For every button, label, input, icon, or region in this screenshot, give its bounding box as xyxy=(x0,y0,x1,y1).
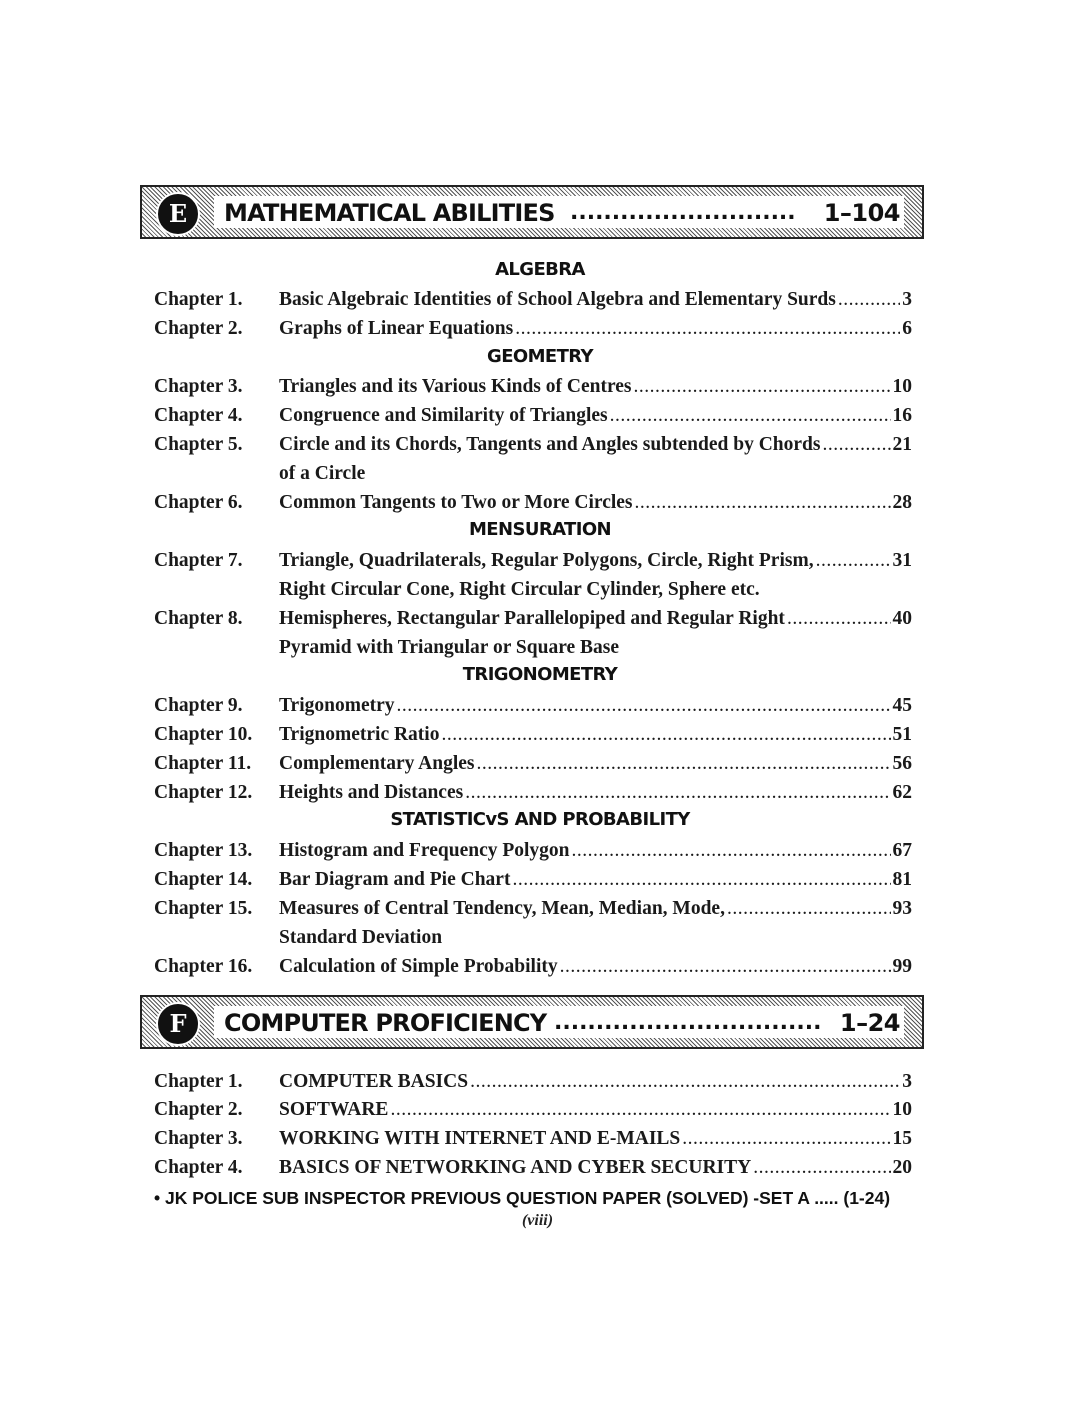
section-heading-statistics: STATISTICvS AND PROBABILITY xyxy=(390,809,690,830)
toc-entry xyxy=(0,865,1075,894)
dot-leader xyxy=(572,836,891,865)
chapter-title: SOFTWARE xyxy=(279,1099,389,1120)
chapter-number: Chapter 10. xyxy=(154,724,253,745)
dot-leader xyxy=(465,778,890,807)
chapter-number: Chapter 3. xyxy=(154,1128,243,1149)
chapter-title: Measures of Central Tendency, Mean, Median, Mode, xyxy=(279,898,725,919)
toc-entry-continuation xyxy=(0,459,1075,488)
chapter-title: COMPUTER BASICS xyxy=(279,1071,469,1092)
dot-leader xyxy=(610,401,891,430)
chapter-title: Complementary Angles xyxy=(279,753,475,774)
dot-leader xyxy=(515,314,900,343)
page-number: 51 xyxy=(892,724,912,745)
chapter-title: Trignometric Ratio xyxy=(279,724,440,745)
section-heading-algebra: ALGEBRA xyxy=(495,259,585,280)
chapter-title: WORKING WITH INTERNET AND E-MAILS xyxy=(279,1128,681,1149)
part-f-badge: F xyxy=(156,1002,200,1046)
toc-entry xyxy=(0,720,1075,749)
dot-leader xyxy=(470,1067,900,1096)
chapter-line xyxy=(279,372,912,401)
chapter-line xyxy=(279,691,912,720)
chapter-title-continued: Pyramid with Triangular or Square Base xyxy=(279,637,620,658)
toc-entry xyxy=(0,1153,1075,1182)
part-e-badge: E xyxy=(156,192,200,236)
chapter-line xyxy=(279,1067,912,1096)
chapter-number: Chapter 1. xyxy=(154,1071,243,1092)
toc-entry xyxy=(0,285,1075,314)
toc-entry xyxy=(0,401,1075,430)
chapter-title: Congruence and Similarity of Triangles xyxy=(279,405,608,426)
chapter-title: Trigonometry xyxy=(279,695,395,716)
toc-entry-continuation xyxy=(0,923,1075,952)
chapter-title: Calculation of Simple Probability xyxy=(279,956,558,977)
toc-entry xyxy=(0,488,1075,517)
chapter-number: Chapter 7. xyxy=(154,550,243,571)
chapter-line xyxy=(279,778,912,807)
page-number: 40 xyxy=(892,608,912,629)
page-number: 28 xyxy=(892,492,912,513)
toc-entry xyxy=(0,1124,1075,1153)
chapter-number: Chapter 6. xyxy=(154,492,243,513)
chapter-number: Chapter 9. xyxy=(154,695,243,716)
part-f-range: 1–24 xyxy=(839,1009,900,1037)
toc-entry xyxy=(0,430,1075,459)
chapter-line xyxy=(279,749,912,778)
section-heading-geometry: GEOMETRY xyxy=(487,346,593,367)
chapter-line xyxy=(279,401,912,430)
toc-entry xyxy=(0,836,1075,865)
chapter-number: Chapter 16. xyxy=(154,956,253,977)
page-number: 62 xyxy=(892,782,912,803)
part-e-banner xyxy=(140,185,924,239)
toc-entry xyxy=(0,1067,1075,1096)
chapter-title: Triangles and its Various Kinds of Centres xyxy=(279,376,632,397)
dot-leader xyxy=(753,1153,890,1182)
toc-entry xyxy=(0,1095,1075,1124)
chapter-title-continued: Standard Deviation xyxy=(279,927,443,948)
chapter-number: Chapter 14. xyxy=(154,869,253,890)
dot-leader xyxy=(838,285,900,314)
part-f-banner xyxy=(140,995,924,1049)
toc-entry xyxy=(0,314,1075,343)
chapter-title: Triangle, Quadrilaterals, Regular Polygons, Circle, Right Prism, xyxy=(279,550,814,571)
page-folio: (viii) xyxy=(521,1212,554,1229)
page-number: 67 xyxy=(892,840,912,861)
chapter-number: Chapter 4. xyxy=(154,405,243,426)
page-number: 10 xyxy=(892,1099,912,1120)
dot-leader xyxy=(682,1124,890,1153)
dot-leader xyxy=(441,720,890,749)
toc-entry xyxy=(0,952,1075,981)
toc-entry xyxy=(0,749,1075,778)
chapter-line xyxy=(279,285,912,314)
chapter-line xyxy=(279,952,912,981)
section-heading-mensuration: MENSURATION xyxy=(469,519,611,540)
dot-leader xyxy=(512,865,890,894)
chapter-number: Chapter 2. xyxy=(154,318,243,339)
chapter-title: Circle and its Chords, Tangents and Angles subtended by Chords xyxy=(279,434,821,455)
part-e-title: MATHEMATICAL ABILITIES xyxy=(224,199,555,227)
part-f-leader: ................................ xyxy=(554,1010,822,1035)
chapter-number: Chapter 15. xyxy=(154,898,253,919)
toc-entry xyxy=(0,546,1075,575)
chapter-number: Chapter 12. xyxy=(154,782,253,803)
chapter-title: Basic Algebraic Identities of School Algebra and Elementary Surds xyxy=(279,289,836,310)
dot-leader xyxy=(634,372,891,401)
page-number: 93 xyxy=(892,898,912,919)
page-number: 3 xyxy=(902,1071,912,1092)
part-e-leader: ........................... xyxy=(570,200,796,225)
toc-entry xyxy=(0,372,1075,401)
chapter-line xyxy=(279,1124,912,1153)
chapter-number: Chapter 3. xyxy=(154,376,243,397)
chapter-number: Chapter 5. xyxy=(154,434,243,455)
page-number: 56 xyxy=(892,753,912,774)
chapter-title-continued: of a Circle xyxy=(279,463,366,484)
chapter-number: Chapter 2. xyxy=(154,1099,243,1120)
toc-entry xyxy=(0,604,1075,633)
chapter-number: Chapter 4. xyxy=(154,1157,243,1178)
chapter-line xyxy=(279,894,912,923)
chapter-number: Chapter 8. xyxy=(154,608,243,629)
section-heading-trigonometry: TRIGONOMETRY xyxy=(462,664,618,685)
page-number: 15 xyxy=(892,1128,912,1149)
page-number: 3 xyxy=(902,289,912,310)
chapter-number: Chapter 13. xyxy=(154,840,253,861)
toc-entry xyxy=(0,778,1075,807)
dot-leader xyxy=(787,604,891,633)
chapter-line xyxy=(279,314,912,343)
page-number: 31 xyxy=(892,550,912,571)
chapter-title: Common Tangents to Two or More Circles xyxy=(279,492,633,513)
dot-leader xyxy=(822,430,890,459)
chapter-line xyxy=(279,1153,912,1182)
chapter-title-continued: Right Circular Cone, Right Circular Cylinder, Sphere etc. xyxy=(279,579,760,600)
chapter-line xyxy=(279,720,912,749)
chapter-title: Hemispheres, Rectangular Parallelopiped and Regular Right xyxy=(279,608,785,629)
chapter-line xyxy=(279,488,912,517)
chapter-line xyxy=(279,430,912,459)
chapter-line xyxy=(279,836,912,865)
toc-entry xyxy=(0,894,1075,923)
chapter-title: Histogram and Frequency Polygon xyxy=(279,840,570,861)
chapter-line xyxy=(279,865,912,894)
toc-entry xyxy=(0,691,1075,720)
page-number: 21 xyxy=(892,434,912,455)
toc-entry-continuation xyxy=(0,575,1075,604)
dot-leader xyxy=(397,691,891,720)
page-number: 45 xyxy=(892,695,912,716)
chapter-number: Chapter 1. xyxy=(154,289,243,310)
chapter-line xyxy=(279,604,912,633)
page-number: 20 xyxy=(892,1157,912,1178)
chapter-number: Chapter 11. xyxy=(154,753,252,774)
chapter-title: Graphs of Linear Equations xyxy=(279,318,514,339)
dot-leader xyxy=(560,952,891,981)
chapter-line xyxy=(279,1095,912,1124)
dot-leader xyxy=(635,488,891,517)
page-number: 16 xyxy=(892,405,912,426)
part-e-range: 1–104 xyxy=(823,199,900,227)
page-number: 81 xyxy=(892,869,912,890)
toc-entry-continuation xyxy=(0,633,1075,662)
dot-leader xyxy=(390,1095,890,1124)
part-f-title: COMPUTER PROFICIENCY xyxy=(224,1009,547,1037)
page-number: 99 xyxy=(892,956,912,977)
chapter-line xyxy=(279,546,912,575)
dot-leader xyxy=(816,546,891,575)
chapter-title: Bar Diagram and Pie Chart xyxy=(279,869,511,890)
dot-leader xyxy=(477,749,891,778)
bottom-note: • JK POLICE SUB INSPECTOR PREVIOUS QUESTION PAPER (SOLVED) -SET A ..... (1-24) xyxy=(154,1188,891,1208)
chapter-title: BASICS OF NETWORKING AND CYBER SECURITY xyxy=(279,1157,752,1178)
dot-leader xyxy=(727,894,891,923)
chapter-title: Heights and Distances xyxy=(279,782,464,803)
page-number: 6 xyxy=(902,318,912,339)
page-number: 10 xyxy=(892,376,912,397)
